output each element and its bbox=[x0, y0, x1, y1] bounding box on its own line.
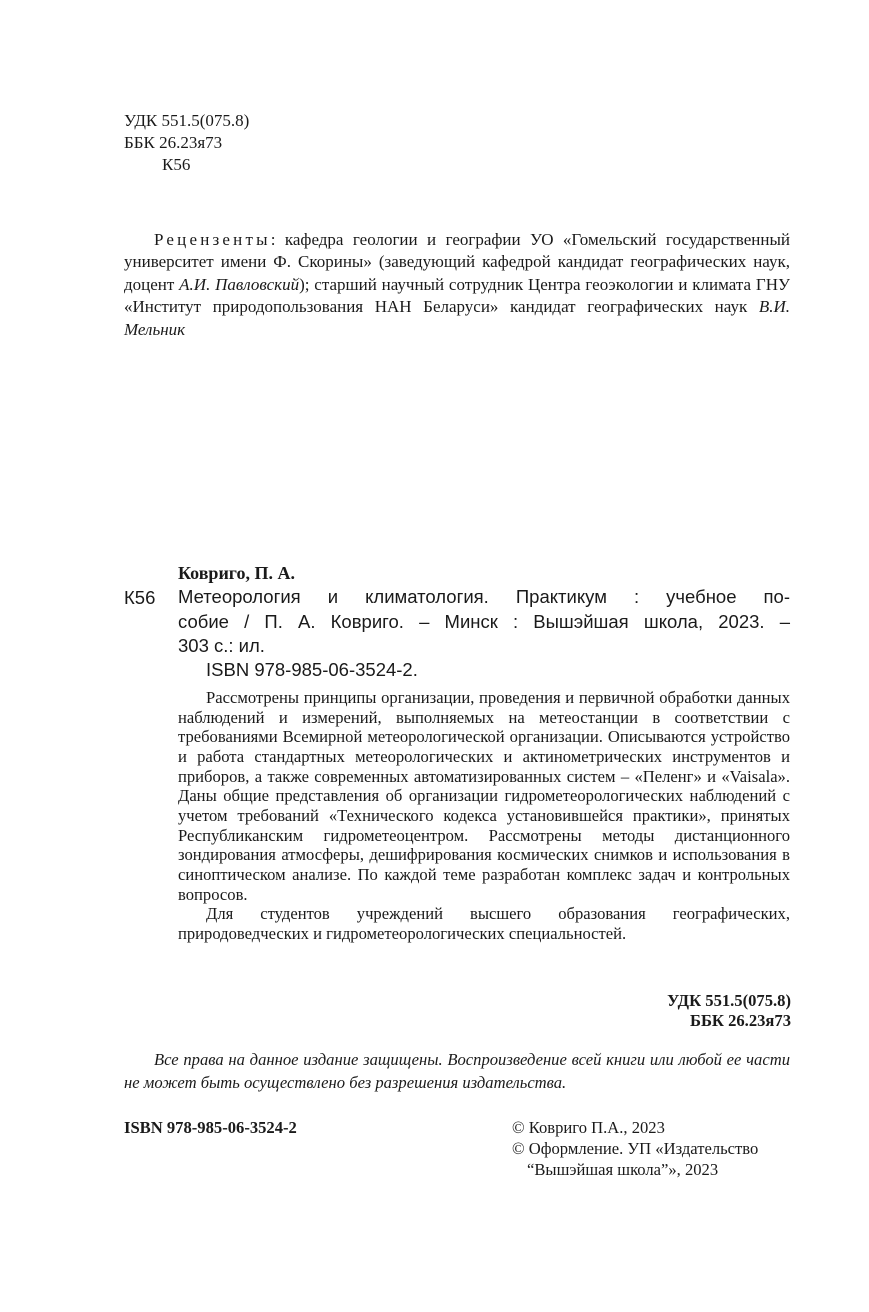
rights-notice: Все права на данное издание защищены. Воспроизведение всей книги или любой ее части не может быть осуществлено без разрешения издательства. bbox=[124, 1050, 790, 1092]
card-isbn: ISBN 978-985-06-3524-2. bbox=[206, 659, 418, 680]
annotation bbox=[178, 688, 790, 944]
card-line-1: Метеорология и климатология. Практикум : учебное по- bbox=[178, 586, 790, 607]
reviewer-name-2: В.И. Мельник bbox=[124, 297, 790, 339]
bottom-udk: УДК 551.5(075.8) bbox=[667, 991, 791, 1010]
card-code: К56 bbox=[124, 587, 156, 608]
bottom-bbk: ББК 26.23я73 bbox=[689, 1010, 791, 1030]
isbn-bottom: ISBN 978-985-06-3524-2 bbox=[124, 1118, 297, 1137]
copyright-line-2: © Оформление. УП «Издательство bbox=[512, 1139, 759, 1158]
reviewers-text-1: : кафедра геологии и географии УО «Гомельский государственный университет имени Ф. Скорины» (заведующий кафедрой кандидат географических наук, доцент bbox=[124, 230, 790, 294]
annotation-paragraph-2: Для студентов учреждений высшего образования географических, природоведческих и гидрометеорологических специальностей. bbox=[178, 904, 790, 943]
card-author: Ковриго, П. А. bbox=[178, 563, 296, 583]
copyright-line-3: “Вышэйшая школа”», 2023 bbox=[527, 1160, 719, 1179]
reviewers-paragraph bbox=[124, 229, 790, 341]
card-line-2: собие / П. А. Ковриго. – Минск : Вышэйшая школа, 2023. – bbox=[178, 610, 790, 632]
card-line-3: 303 с.: ил. bbox=[178, 635, 265, 656]
reviewers-text-2: ); старший научный сотрудник Центра геоэкологии и климата ГНУ «Институт природопользования НАН Беларуси» кандидат географических наук bbox=[124, 274, 791, 317]
reviewers-label: Рецензенты bbox=[154, 230, 271, 249]
bottom-codes bbox=[667, 991, 791, 1030]
bbk-code: ББК 26.23я73 bbox=[124, 133, 223, 152]
udk-code: УДК 551.5(075.8) bbox=[124, 111, 250, 130]
copyright-block bbox=[512, 1117, 758, 1180]
reviewer-name-1: А.И. Павловский bbox=[179, 274, 300, 294]
author-mark: К56 bbox=[162, 155, 191, 174]
annotation-paragraph-1: Рассмотрены принципы организации, проведения и первичной обработки данных наблюдений и измерений, выполняемых на метеостанции в соответствии с требованиями Всемирной метеорологической организации. Описываются устройство и работа стандартных метеорологических и актинометрических инструментов и приборов, а также современных автоматизированных систем – «Пеленг» и «Vaisala». Даны общие представления об организации гидрометеорологических наблюдений с учетом требований «Технического кодекса установившейся практики», принятых Республиканским гидрометеоцентром. Рассмотрены методы дистанционного зондирования атмосферы, дешифрирования космических снимков и использования в синоптическом анализе. По каждой теме разработан комплекс задач и контрольных вопросов. bbox=[178, 688, 790, 904]
card-description bbox=[178, 585, 790, 659]
copyright-line-1: © Ковриго П.А., 2023 bbox=[512, 1118, 665, 1137]
